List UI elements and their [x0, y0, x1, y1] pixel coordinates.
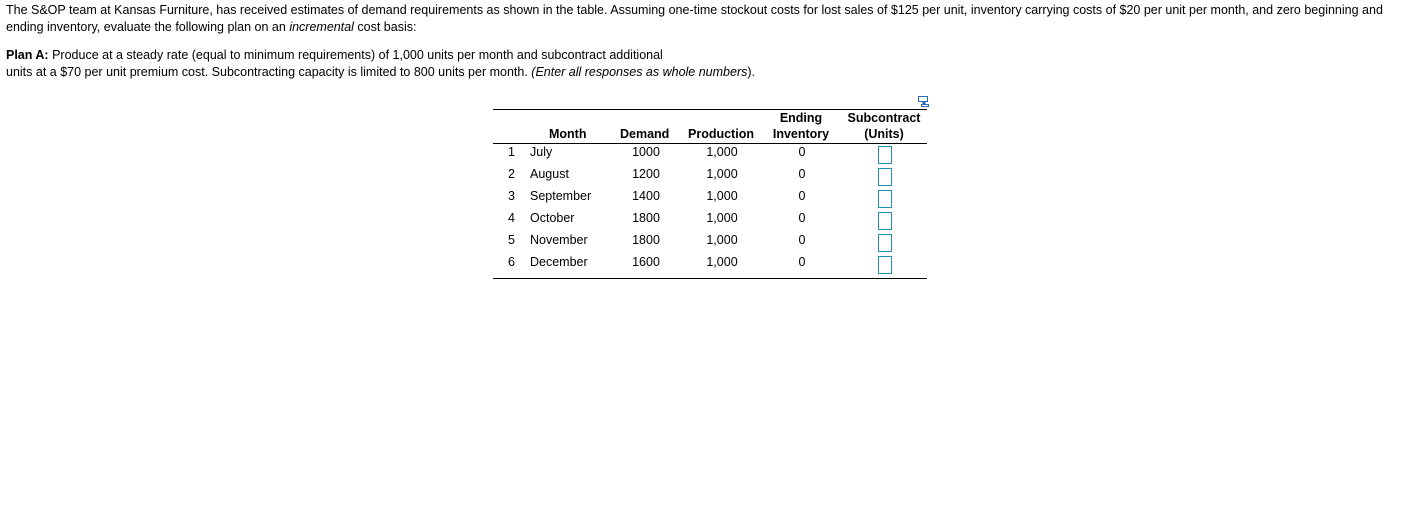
intro-text: The S&OP team at Kansas Furniture, has received estimates of demand requirements as shown in the table. Assuming one-time stockout costs for lost sales of $125 per unit, inventory carrying costs of $20 per unit per month, and zero beginning and ending inventory, evaluate the following plan on an: [6, 3, 1383, 34]
ending-inventory-cell: 0: [798, 255, 806, 269]
production-cell: 1,000: [706, 233, 738, 247]
demand-table: [493, 109, 927, 279]
header-production: Production: [688, 127, 754, 141]
plan-description: [6, 47, 1006, 80]
ending-inventory-cell: 0: [798, 189, 806, 203]
month-cell: December: [530, 255, 588, 269]
demand-cell: 1800: [632, 211, 660, 225]
plan-text: Produce at a steady rate (equal to minimum requirements) of 1,000 units per month and subcontract additional: [48, 48, 663, 62]
row-number: 1: [508, 145, 515, 159]
month-cell: October: [530, 211, 575, 225]
month-cell: September: [530, 189, 592, 203]
month-cell: July: [530, 145, 553, 159]
row-number: 2: [508, 167, 515, 181]
month-cell: November: [530, 233, 588, 247]
header-subcontract-2: (Units): [864, 127, 904, 141]
plan-instruction-end: ).: [747, 64, 755, 79]
production-cell: 1,000: [706, 145, 738, 159]
ending-inventory-cell: 0: [798, 167, 806, 181]
header-ending-1: Ending: [779, 111, 823, 125]
plan-label: Plan A:: [6, 48, 49, 62]
subcontract-input[interactable]: [878, 212, 892, 230]
subcontract-input[interactable]: [878, 256, 892, 274]
plan-text-2: units at a $70 per unit premium cost. Subcontracting capacity is limited to 800 units per month.: [6, 64, 532, 79]
subcontract-input[interactable]: [878, 190, 892, 208]
demand-cell: 1400: [632, 189, 660, 203]
question-intro: [6, 2, 1420, 35]
subcontract-input[interactable]: [878, 234, 892, 252]
demand-cell: 1200: [632, 167, 660, 181]
subcontract-input[interactable]: [878, 146, 892, 164]
production-cell: 1,000: [706, 255, 738, 269]
header-ending-2: Inventory: [772, 127, 830, 141]
copy-table-icon[interactable]: [918, 96, 930, 107]
ending-inventory-cell: 0: [798, 145, 806, 159]
production-cell: 1,000: [706, 167, 738, 181]
header-month: Month: [549, 127, 587, 141]
plan-instruction: (Enter all responses as whole numbers: [531, 64, 748, 79]
intro-emphasis: incremental: [289, 19, 354, 34]
demand-cell: 1000: [632, 145, 660, 159]
row-number: 3: [508, 189, 515, 203]
intro-text-end: cost basis:: [353, 19, 417, 34]
row-number: 5: [508, 233, 515, 247]
row-number: 6: [508, 255, 515, 269]
production-cell: 1,000: [706, 211, 738, 225]
demand-cell: 1800: [632, 233, 660, 247]
demand-cell: 1600: [632, 255, 660, 269]
ending-inventory-cell: 0: [798, 233, 806, 247]
ending-inventory-cell: 0: [798, 211, 806, 225]
row-number: 4: [508, 211, 515, 225]
header-demand: Demand: [620, 127, 670, 141]
subcontract-input[interactable]: [878, 168, 892, 186]
header-subcontract-1: Subcontract: [847, 111, 921, 125]
production-cell: 1,000: [706, 189, 738, 203]
month-cell: August: [530, 167, 569, 181]
